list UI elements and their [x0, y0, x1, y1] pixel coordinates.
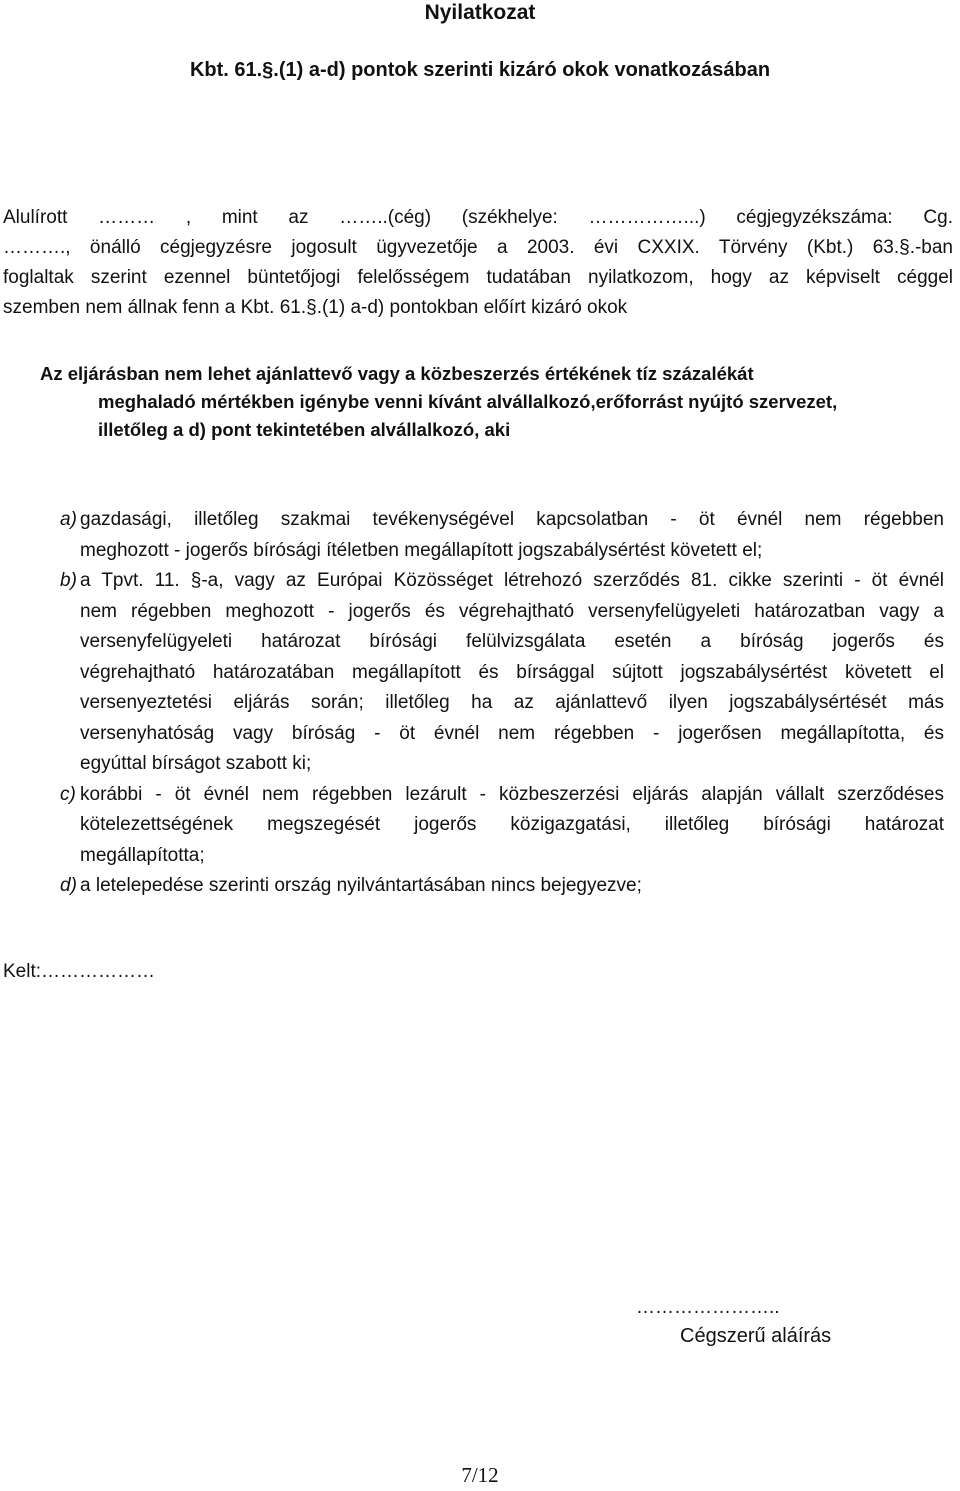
list-item-letter: a): [60, 509, 77, 530]
exclusion-list: [60, 505, 944, 902]
list-item-line: versenyeztetési eljárás során; illetőleg ha az ajánlattevő ilyen jogszabálysértését más: [80, 692, 944, 713]
intro-line: ………., önálló cégjegyzésre jogosult ügyvezetője a 2003. évi CXXIX. Törvény (Kbt.) 63.§.-ban: [3, 237, 953, 258]
list-item-line: megállapította;: [80, 844, 205, 866]
list-item-c: [60, 780, 944, 872]
list-item-line: végrehajtható határozatában megállapított és bírsággal sújtott jogszabálysértést követett el: [80, 661, 944, 683]
intro-line: foglaltak szerint ezennel büntetőjogi felelősségem tudatában nyilatkozom, hogy az képviselt céggel: [3, 267, 953, 288]
page-number: 7/12: [461, 1463, 499, 1487]
bold-line: meghaladó mértékben igénybe venni kívánt alvállalkozó,erőforrást nyújtó szervezet,: [98, 391, 838, 412]
list-item-d: [60, 871, 944, 902]
list-item-a: [60, 505, 944, 566]
list-item-line: gazdasági, illetőleg szakmai tevékenységével kapcsolatban - öt évnél nem régebben: [80, 509, 944, 530]
list-item-line: korábbi - öt évnél nem régebben lezárult - közbeszerzési eljárás alapján vállalt szerződéses: [80, 783, 944, 805]
list-item-line: a letelepedése szerinti ország nyilvántartásában nincs bejegyezve;: [80, 875, 642, 896]
bold-line: illetőleg a d) pont tekintetében alvállalkozó, aki: [98, 419, 511, 440]
list-item-line: kötelezettségének megszegését jogerős közigazgatási, illetőleg bírósági határozat: [80, 814, 944, 835]
list-item-letter: d): [60, 875, 77, 896]
signature-label: Cégszerű aláírás: [680, 1325, 832, 1347]
date-place-field: Kelt:………………: [3, 961, 156, 982]
intro-paragraph: [3, 203, 953, 323]
document-title: Nyilatkozat: [424, 1, 536, 24]
document-subtitle: Kbt. 61.§.(1) a-d) pontok szerinti kizáró okok vonatkozásában: [189, 59, 771, 81]
list-item-b: [60, 566, 944, 780]
intro-line: Alulírott ……… , mint az ……..(cég) (székhelye: ……………...) cégjegyzékszáma: Cg.: [3, 207, 953, 228]
signature-line: …………………..: [636, 1297, 780, 1318]
exclusion-heading-paragraph: [40, 360, 950, 444]
list-item-letter: c): [60, 783, 76, 805]
list-item-line: egyúttal bírságot szabott ki;: [80, 753, 312, 774]
bold-line: Az eljárásban nem lehet ajánlattevő vagy a közbeszerzés értékének tíz százalékát: [40, 363, 754, 384]
list-item-letter: b): [60, 570, 77, 591]
list-item-line: versenyhatóság vagy bíróság - öt évnél nem régebben - jogerősen megállapította, és: [80, 722, 944, 744]
intro-line: szemben nem állnak fenn a Kbt. 61.§.(1) a-d) pontokban előírt kizáró okok: [3, 297, 628, 318]
list-item-line: a Tpvt. 11. §-a, vagy az Európai Közösséget létrehozó szerződés 81. cikke szerinti - öt évnél: [80, 570, 944, 591]
list-item-line: versenyfelügyeleti határozat bírósági felülvizsgálata esetén a bíróság jogerős és: [80, 631, 944, 652]
list-item-line: nem régebben meghozott - jogerős és végrehajtható versenyfelügyeleti határozatban vagy a: [80, 600, 944, 622]
list-item-line: meghozott - jogerős bírósági ítéletben megállapított jogszabálysértést követett el;: [80, 539, 763, 561]
